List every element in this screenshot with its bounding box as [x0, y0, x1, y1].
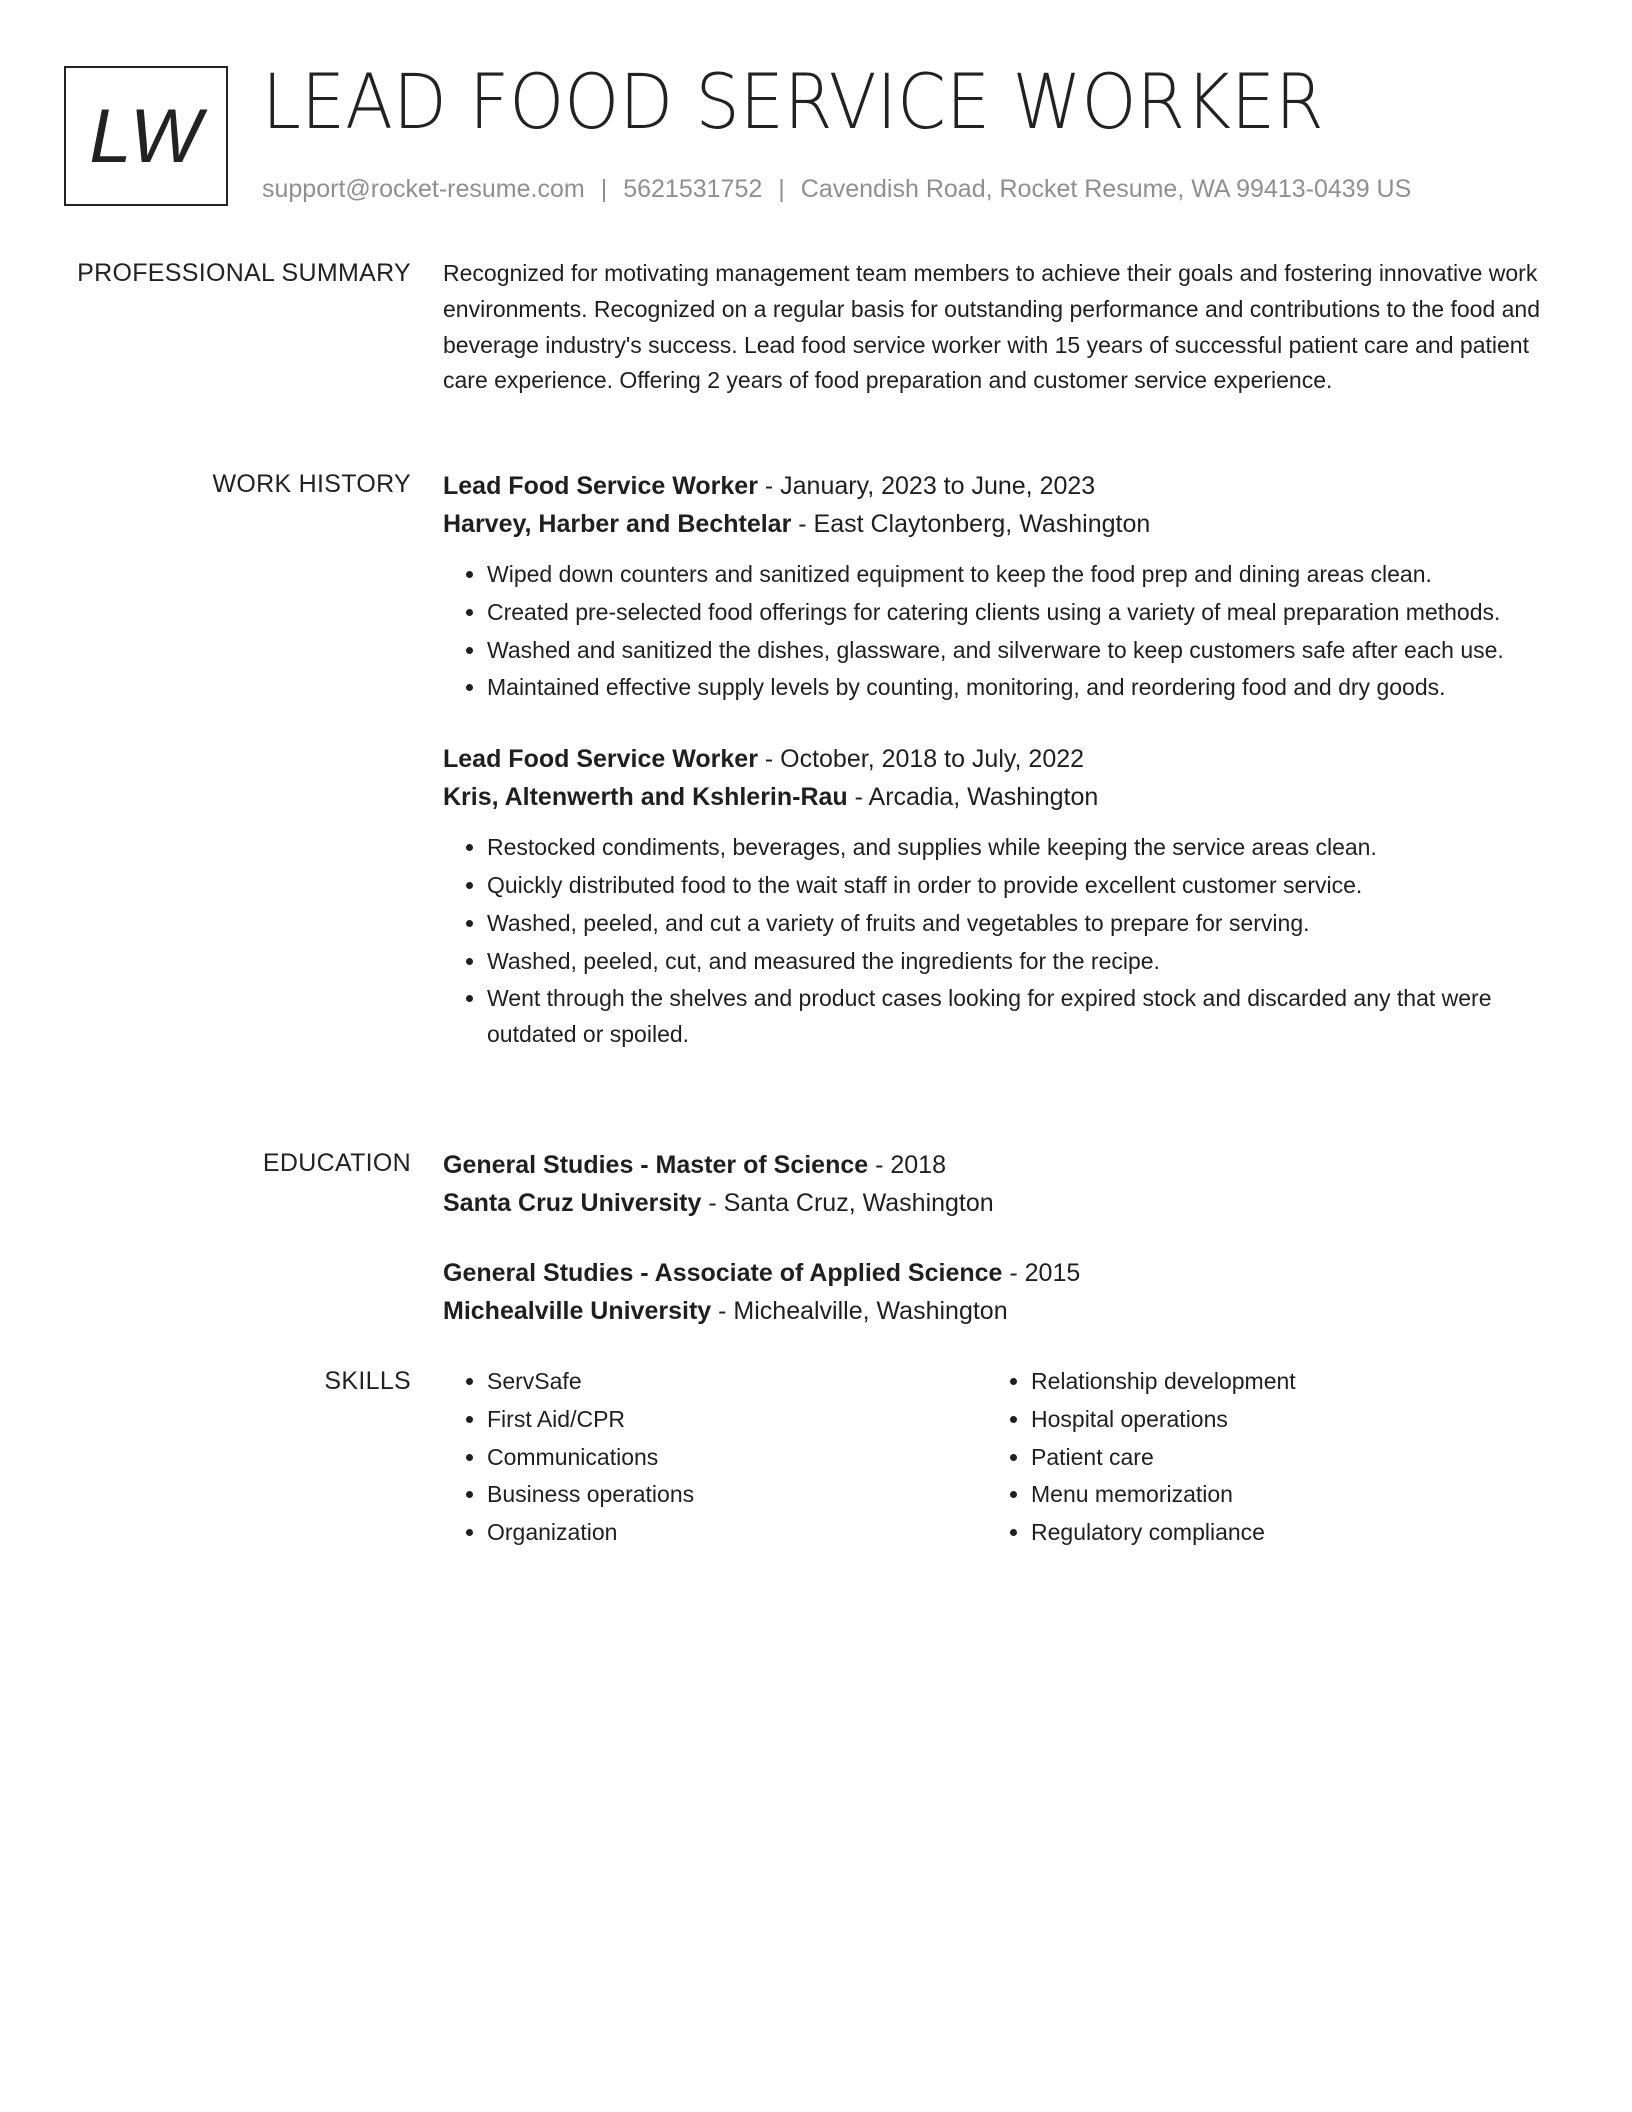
- school-line: [443, 1292, 1543, 1330]
- job-duties-list: [443, 830, 1543, 1053]
- education-entry: [443, 1254, 1543, 1330]
- job-duties-list: [443, 557, 1543, 706]
- skill-item: • Hospital operations: [1031, 1402, 1507, 1438]
- skill-item: • Patient care: [1031, 1440, 1507, 1476]
- degree-line: [443, 1146, 1543, 1184]
- list-item: • Washed, peeled, and cut a variety of fruits and vegetables to prepare for serving.: [487, 906, 1543, 942]
- contact-separator: |: [778, 175, 785, 203]
- school-location: - Michealville, Washington: [711, 1297, 1008, 1325]
- skills-heading: SKILLS: [324, 1367, 411, 1395]
- skill-item: • First Aid/CPR: [487, 1402, 963, 1438]
- list-item: • Went through the shelves and product cases looking for expired stock and discarded any that were outdated or spoiled.: [487, 981, 1543, 1053]
- job-title: Lead Food Service Worker: [443, 472, 758, 500]
- contact-line: [262, 172, 1411, 206]
- contact-email[interactable]: support@rocket-resume.com: [262, 175, 585, 203]
- monogram-text: LW: [89, 93, 203, 179]
- job-location: - Arcadia, Washington: [847, 783, 1099, 812]
- contact-address: Cavendish Road, Rocket Resume, WA 99413-0439 US: [800, 175, 1412, 203]
- list-item: • Washed, peeled, cut, and measured the ingredients for the recipe.: [487, 944, 1543, 980]
- skill-item: • Communications: [487, 1440, 963, 1476]
- list-item: • Washed and sanitized the dishes, glassware, and silverware to keep customers safe after each use.: [487, 633, 1543, 669]
- summary-heading: PROFESSIONAL SUMMARY: [77, 259, 411, 287]
- skill-item: • ServSafe: [487, 1364, 963, 1400]
- summary-text: Recognized for motivating management team members to achieve their goals and fostering innovative work environments. Recognized on a regular basis for outstanding performance and contributions to the food and beverage industry's success. Lead food service worker with 15 years of successful patient care and patient care experience. Offering 2 years of food preparation and customer service experience.: [443, 260, 1541, 394]
- skill-item: • Relationship development: [1031, 1364, 1507, 1400]
- education-heading: EDUCATION: [262, 1149, 411, 1177]
- degree-name: General Studies - Master of Science: [443, 1151, 869, 1179]
- list-item: • Restocked condiments, beverages, and supplies while keeping the service areas clean.: [487, 830, 1543, 866]
- degree-year: - 2015: [1002, 1259, 1081, 1287]
- work-history-heading: WORK HISTORY: [212, 470, 411, 498]
- job-employer-line: [443, 505, 1543, 543]
- job-location: - East Claytonberg, Washington: [791, 510, 1151, 538]
- job-employer: Kris, Altenwerth and Kshlerin-Rau: [443, 783, 848, 812]
- degree-year: - 2018: [868, 1151, 946, 1179]
- job-title-line: [443, 740, 1543, 778]
- school-name: Michealville University: [443, 1297, 712, 1325]
- job-entry: [443, 740, 1543, 1053]
- skill-item: • Organization: [487, 1515, 963, 1551]
- school-line: [443, 1184, 1543, 1222]
- skills-column-right: [987, 1364, 1507, 1553]
- skill-item: • Regulatory compliance: [1031, 1515, 1507, 1551]
- contact-separator: |: [600, 175, 608, 203]
- resume-title: LEAD FOOD SERVICE WORKER: [262, 57, 1324, 146]
- skill-item: • Business operations: [487, 1477, 963, 1513]
- school-name: Santa Cruz University: [443, 1189, 702, 1217]
- list-item: • Created pre-selected food offerings for catering clients using a variety of meal preparation methods.: [487, 595, 1543, 631]
- job-title: Lead Food Service Worker: [443, 745, 758, 774]
- monogram-logo: [64, 66, 228, 206]
- education-entry: [443, 1146, 1543, 1222]
- skill-item: • Menu memorization: [1031, 1477, 1507, 1513]
- job-employer-line: [443, 778, 1543, 816]
- job-dates: - October, 2018 to July, 2022: [757, 745, 1085, 774]
- job-entry: [443, 467, 1543, 706]
- list-item: • Maintained effective supply levels by counting, monitoring, and reordering food and dry goods.: [487, 670, 1543, 706]
- job-title-line: [443, 467, 1543, 505]
- job-employer: Harvey, Harber and Bechtelar: [443, 510, 792, 538]
- skills-list: [987, 1364, 1507, 1551]
- school-location: - Santa Cruz, Washington: [701, 1189, 994, 1217]
- skills-list: [443, 1364, 963, 1551]
- contact-phone[interactable]: 5621531752: [623, 175, 763, 203]
- degree-line: [443, 1254, 1543, 1292]
- skills-column-left: [443, 1364, 963, 1553]
- list-item: • Wiped down counters and sanitized equipment to keep the food prep and dining areas clean.: [487, 557, 1543, 593]
- job-dates: - January, 2023 to June, 2023: [757, 472, 1096, 500]
- list-item: • Quickly distributed food to the wait staff in order to provide excellent customer service.: [487, 868, 1543, 904]
- degree-name: General Studies - Associate of Applied Science: [443, 1259, 1003, 1287]
